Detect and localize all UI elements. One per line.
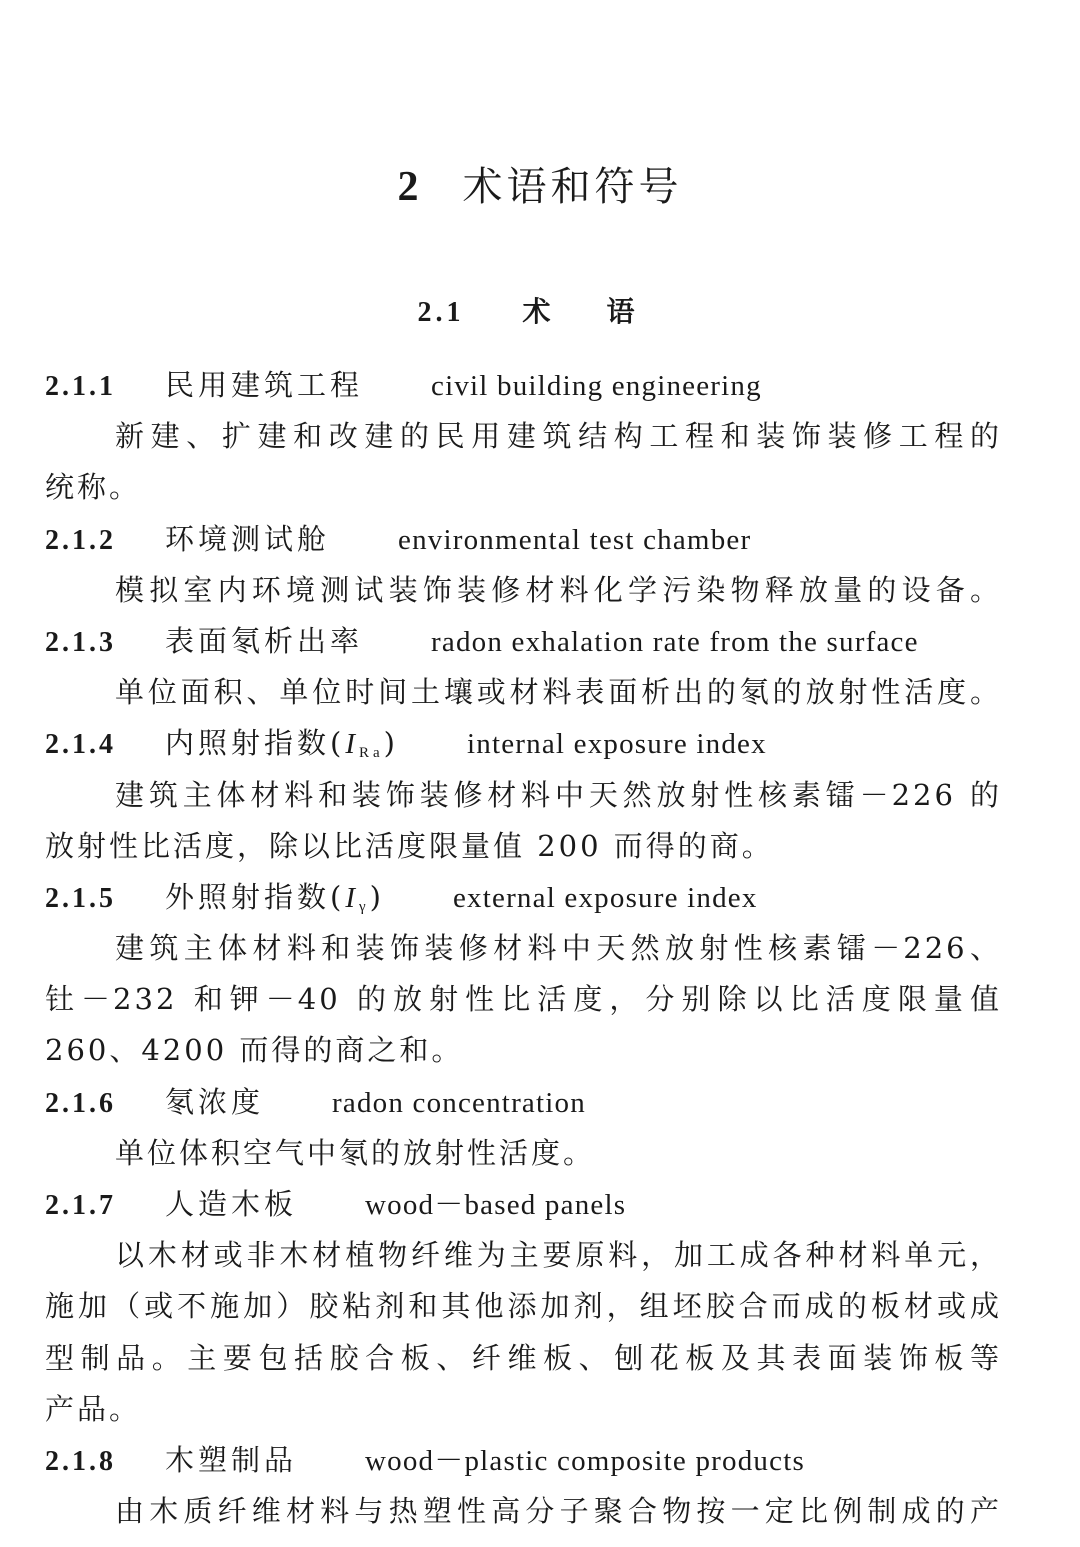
definition-line: 统称。	[45, 470, 142, 505]
term-chinese-text: 表面氡析出率	[165, 623, 364, 658]
term-symbol-subscript: γ	[359, 898, 370, 915]
term-chinese	[165, 624, 363, 658]
chapter-title-text: 术语和符号	[462, 164, 683, 210]
term-heading	[45, 514, 1002, 565]
term-chinese-text: 人造木板	[165, 1187, 298, 1221]
term-chinese-end: )	[369, 879, 385, 914]
term-heading	[45, 718, 1002, 769]
term-chinese	[165, 726, 399, 760]
term-chinese-text: 外照射指数(	[165, 879, 346, 914]
term-heading	[45, 360, 1002, 411]
term-chinese-text: 木塑制品	[165, 1442, 298, 1477]
term-english: external exposure index	[452, 881, 758, 914]
term-chinese	[165, 880, 385, 914]
section-number: 2.1	[417, 297, 465, 328]
term-english: radon exhalation rate from the surface	[431, 625, 919, 658]
definition-line: 以木材或非木材植物纤维为主要原料，加工成各种材料单元，	[115, 1238, 1002, 1273]
definition-line: 单位面积、单位时间土壤或材料表面析出的氡的放射性活度。	[115, 675, 1002, 710]
term-chinese-text: 内照射指数(	[165, 726, 346, 761]
definition-line: 产品。	[45, 1391, 142, 1426]
term-heading	[45, 616, 1002, 667]
term-chinese	[165, 1187, 297, 1221]
term-heading	[45, 1077, 1002, 1128]
definition-line: 建筑主体材料和装饰装修材料中天然放射性核素镭－226 的	[115, 777, 1002, 812]
definition-line: 放射性比活度，除以比活度限量值 200 而得的商。	[45, 828, 774, 863]
term-chinese	[165, 522, 330, 556]
term-number: 2.1.3	[45, 626, 116, 658]
definition-line: 型制品。主要包括胶合板、纤维板、刨花板及其表面装饰板等	[45, 1340, 1002, 1375]
term-english: wood－based panels	[365, 1189, 627, 1221]
term-english: radon concentration	[332, 1086, 586, 1119]
definition-line: 模拟室内环境测试装饰装修材料化学污染物释放量的设备。	[115, 572, 1002, 607]
term-english: internal exposure index	[467, 728, 767, 761]
term-number: 2.1.8	[45, 1445, 116, 1477]
term-number: 2.1.4	[45, 729, 116, 761]
terms-list	[45, 360, 1002, 1537]
term-number: 2.1.2	[45, 524, 116, 556]
term-english: environmental test chamber	[398, 523, 752, 556]
definition-line: 单位体积空气中氡的放射性活度。	[115, 1135, 596, 1170]
definition-line: 施加（或不施加）胶粘剂和其他添加剂，组坯胶合而成的板材或成	[45, 1289, 1002, 1324]
term-heading	[45, 872, 1002, 923]
definition-line: 260、4200 而得的商之和。	[45, 1033, 464, 1068]
term-symbol: I	[345, 881, 359, 914]
term-heading	[45, 1179, 1002, 1230]
term-chinese-text: 环境测试舱	[165, 521, 331, 556]
definition-line: 建筑主体材料和装饰装修材料中天然放射性核素镭－226、	[115, 931, 1002, 966]
term-chinese-text: 民用建筑工程	[165, 368, 364, 402]
term-english: civil building engineering	[431, 370, 762, 402]
term-chinese-text: 氡浓度	[165, 1084, 265, 1119]
term-symbol-subscript: Ra	[359, 745, 384, 762]
section-word: 语	[606, 295, 635, 328]
term-symbol: I	[345, 728, 359, 761]
term-chinese	[165, 1443, 297, 1477]
term-heading	[45, 1435, 1002, 1486]
term-chinese	[165, 1085, 264, 1119]
term-english: wood－plastic composite products	[365, 1444, 805, 1477]
definition-line: 钍－232 和钾－40 的放射性比活度，分别除以比活度限量值	[45, 982, 1002, 1017]
definition-line: 由木质纤维材料与热塑性高分子聚合物按一定比例制成的产	[115, 1494, 1002, 1529]
term-number: 2.1.7	[45, 1190, 116, 1221]
term-chinese	[165, 368, 363, 402]
section-word: 术	[522, 295, 551, 328]
chapter-number: 2	[397, 164, 423, 210]
term-number: 2.1.1	[45, 371, 116, 402]
term-number: 2.1.6	[45, 1087, 116, 1119]
definition-line: 新建、扩建和改建的民用建筑结构工程和装饰装修工程的	[115, 419, 1002, 454]
chapter-title	[0, 155, 1080, 212]
term-number: 2.1.5	[45, 882, 116, 914]
term-chinese-end: )	[383, 726, 399, 761]
section-heading	[0, 290, 1080, 330]
